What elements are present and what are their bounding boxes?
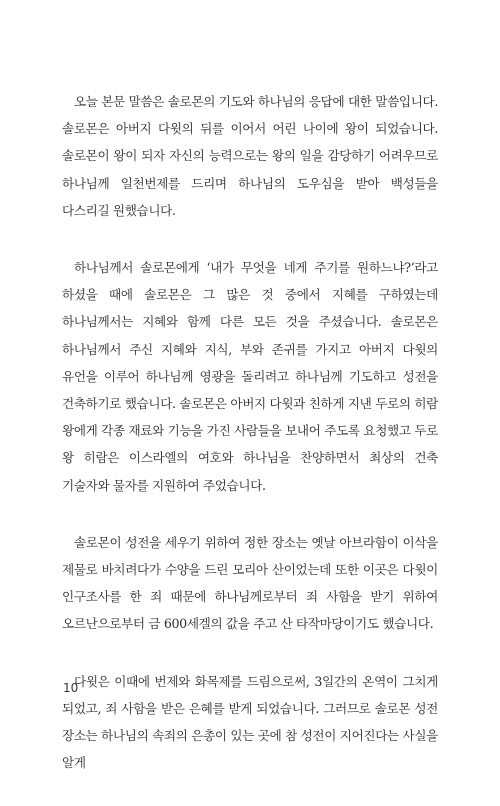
body-text [62,88,438,806]
paragraph-2: 하나님께서 솔로몬에게 ‘내가 무엇을 네게 주기를 원하느냐?’라고 하셨을 때에 솔로몬은 그 많은 것 중에서 지혜를 구하였는데 하나님께서는 지혜와 함께 다른 모든 것을 주셨습니다. 솔로몬은 하나님께서 주신 지혜와 지식, 부와 존귀를 가지고 아버지 다윗의 유언을 이루어 하나님께 영광을 돌리려고 하나님께 기도하고 성전을 건축하기로 했습니다. 솔로몬은 아버지 다윗과 친하게 지낸 두로의 히람 왕에게 각종 재료와 기능을 가진 사람들을 보내어 주도록 요청했고 두로 왕 히람은 이스라엘의 여호와 하나님을 찬양하면서 최상의 건축 기술자와 물자를 지원하여 주었습니다. [62,260,438,493]
page-number: 10 [63,681,79,695]
paragraph-1: 오늘 본문 말씀은 솔로몬의 기도와 하나님의 응답에 대한 말씀입니다. 솔로몬은 아버지 다윗의 뒤를 이어서 어린 나이에 왕이 되었습니다. 솔로몬이 왕이 되자 자신의 능력으로는 왕의 일을 감당하기 어려우므로 하나님께 일천번제를 드리며 하나님의 도우심을 받아 백성들을 다스리길 원했습니다. [62,94,438,218]
paragraph-4: 다윗은 이때에 번제와 화목제를 드림으로써, 3일간의 온역이 그치게 되었고, 죄 사함을 받은 은혜를 받게 되었습니다. 그러므로 솔로몬 성전 장소는 하나님의 속죄의 은총이 있는 곳에 참 성전이 지어진다는 사실을 알게 [62,673,438,771]
paragraph-3: 솔로몬이 성전을 세우기 위하여 정한 장소는 옛날 아브라함이 이삭을 제물로 바치려다가 수양을 드린 모리아 산이었는데 또한 이곳은 다윗이 인구조사를 한 죄 때문에 하나님께로부터 죄 사함을 받기 위하여 오르난으로부터 금 600세겔의 값을 주고 산 타작마당이기도 했습니다. [62,534,438,632]
